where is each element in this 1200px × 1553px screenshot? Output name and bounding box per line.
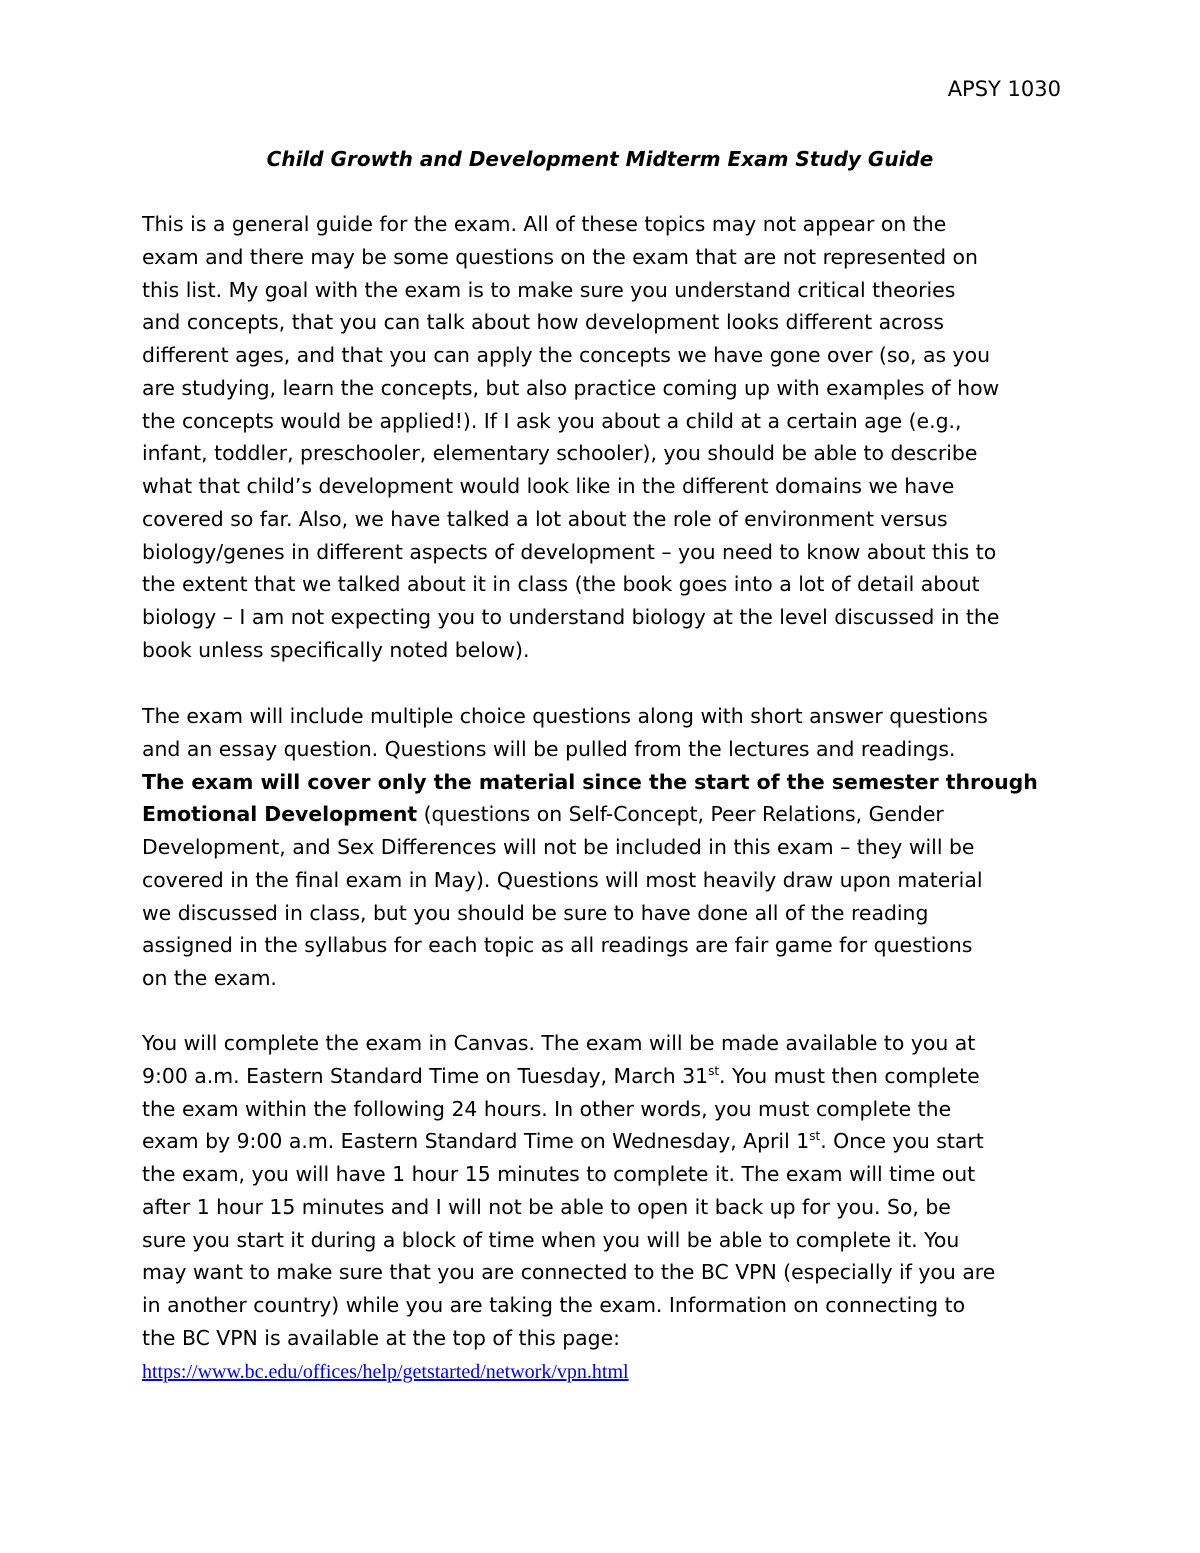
paragraph-line: The exam will include multiple choice questions along with short answer questions: [142, 704, 988, 728]
paragraph-line: the exam within the following 24 hours. In other words, you must complete the: [142, 1096, 952, 1121]
paragraph-line: infant, toddler, preschooler, elementary schooler), you should be able to describe: [142, 441, 978, 466]
paragraph-text: (questions on Self-Concept, Peer Relations, Gender: [417, 802, 944, 827]
paragraph-line: what that child’s development would look like in the different domains we have: [142, 474, 955, 498]
paragraph-line: this list. My goal with the exam is to make sure you understand critical theories: [142, 277, 956, 302]
paragraph-line: different ages, and that you can apply the concepts we have gone over (so, as you: [142, 343, 991, 367]
paragraph-line: covered in the final exam in May). Questions will most heavily draw upon material: [142, 867, 983, 892]
paragraph-line: and an essay question. Questions will be pulled from the lectures and readings.: [142, 736, 956, 761]
paragraph-line: and concepts, that you can talk about how development looks different across: [142, 310, 944, 335]
paragraph-line: may want to make sure that you are connected to the BC VPN (especially if you are: [142, 1260, 996, 1285]
paragraph-line: biology – I am not expecting you to understand biology at the level discussed in the: [142, 605, 1000, 629]
paragraph-text: . Once you start: [820, 1129, 984, 1154]
paragraph-text: . You must then complete: [719, 1063, 980, 1088]
paragraph-line: on the exam.: [142, 966, 277, 990]
paragraph-line: [142, 1355, 1067, 1388]
page-title: Child Growth and Development Midterm Exam Study Guide: [266, 147, 934, 171]
intro-paragraph: [142, 208, 1067, 667]
paragraph-line: after 1 hour 15 minutes and I will not be able to open it back up for you. So, be: [142, 1194, 951, 1219]
ordinal-suffix: st: [708, 1063, 720, 1078]
paragraph-line: Development, and Sex Differences will not be included in this exam – they will be: [142, 835, 975, 859]
paragraph-line: You will complete the exam in Canvas. The exam will be made available to you at: [142, 1031, 976, 1055]
paragraph-line: we discussed in class, but you should be sure to have done all of the reading: [142, 900, 929, 925]
exam-logistics-paragraph: [142, 1027, 1067, 1387]
paragraph-line: [142, 1125, 1067, 1158]
paragraph-line: This is a general guide for the exam. All of these topics may not appear on the: [142, 212, 947, 236]
paragraph-text: exam by 9:00 a.m. Eastern Standard Time on Wednesday, April 1: [142, 1129, 810, 1154]
paragraph-line: book unless specifically noted below).: [142, 637, 530, 662]
paragraph-line: covered so far. Also, we have talked a lot about the role of environment versus: [142, 506, 948, 531]
paragraph-line: [142, 798, 1067, 831]
paragraph-line: the concepts would be applied!). If I ask you about a child at a certain age (e.g.,: [142, 408, 962, 433]
ordinal-suffix: st: [809, 1129, 821, 1144]
paragraph-line: sure you start it during a block of time when you will be able to complete it. You: [142, 1227, 960, 1252]
coverage-statement-bold: The exam will cover only the material since the start of the semester through: [142, 769, 1038, 794]
paragraph-line: in another country) while you are taking the exam. Information on connecting to: [142, 1293, 966, 1317]
paragraph-line: are studying, learn the concepts, but also practice coming up with examples of how: [142, 375, 1000, 400]
paragraph-line: biology/genes in different aspects of development – you need to know about this to: [142, 539, 997, 564]
exam-format-paragraph: [142, 700, 1067, 995]
paragraph-line: assigned in the syllabus for each topic as all readings are fair game for questions: [142, 933, 973, 958]
coverage-topic-bold: Emotional Development: [142, 802, 418, 827]
paragraph-line: the exam, you will have 1 hour 15 minutes to complete it. The exam will time out: [142, 1162, 976, 1186]
paragraph-line: exam and there may be some questions on the exam that are not represented on: [142, 244, 978, 269]
paragraph-text: 9:00 a.m. Eastern Standard Time on Tuesday, March 31: [142, 1063, 709, 1088]
vpn-info-link[interactable]: https://www.bc.edu/offices/help/getstarted/network/vpn.html: [142, 1360, 629, 1383]
paragraph-line: [142, 1060, 1067, 1093]
paragraph-line: the extent that we talked about it in class (the book goes into a lot of detail about: [142, 572, 980, 597]
paragraph-line: the BC VPN is available at the top of this page:: [142, 1325, 620, 1350]
course-code: APSY 1030: [947, 77, 1061, 101]
